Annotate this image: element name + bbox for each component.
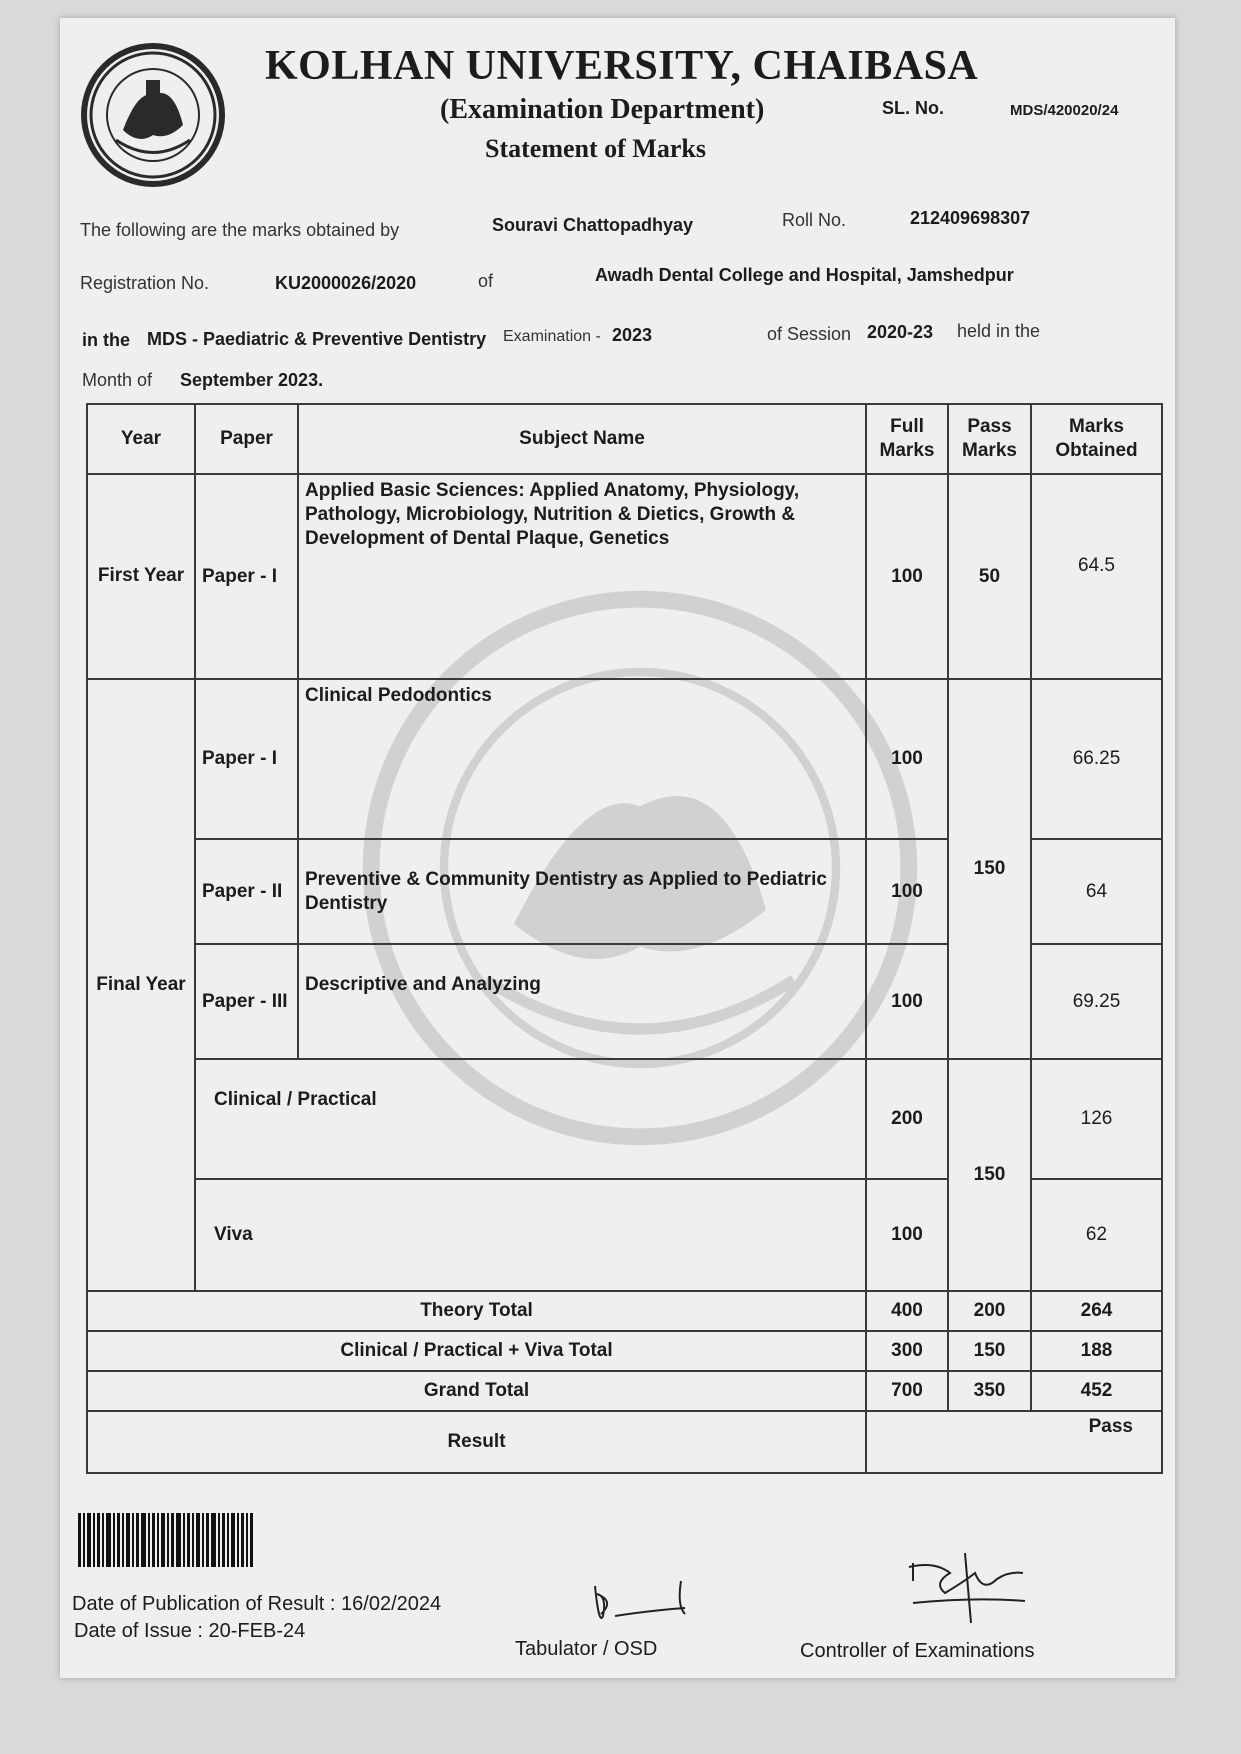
final-year-label: Final Year bbox=[87, 679, 195, 1291]
registration-number: KU2000026/2020 bbox=[275, 273, 417, 293]
marks-obtained: 66.25 bbox=[1031, 679, 1162, 839]
subject-name: Preventive & Community Dentistry as Applied to Pediatric Dentistry bbox=[298, 839, 866, 944]
first-year-label: First Year bbox=[87, 474, 195, 679]
total-label: Clinical / Practical + Viva Total bbox=[87, 1331, 866, 1371]
controller-label: Controller of Examinations bbox=[800, 1640, 1035, 1662]
table-row bbox=[87, 679, 1162, 839]
roll-label: Roll No. bbox=[782, 210, 847, 230]
total-row bbox=[87, 1371, 1162, 1411]
subject-name: Descriptive and Analyzing bbox=[298, 944, 866, 1059]
marksheet bbox=[60, 18, 1175, 1678]
total-label: Grand Total bbox=[87, 1371, 866, 1411]
header-marks-obtained: Marks Obtained bbox=[1031, 404, 1162, 474]
paper-label: Paper - II bbox=[195, 839, 298, 944]
total-row bbox=[87, 1291, 1162, 1331]
table-row bbox=[87, 1059, 1162, 1179]
serial-number: MDS/420020/24 bbox=[1010, 102, 1119, 119]
result-value: Pass bbox=[866, 1411, 1162, 1473]
total-row bbox=[87, 1331, 1162, 1371]
full-marks: 100 bbox=[866, 474, 948, 679]
subject-name: Applied Basic Sciences: Applied Anatomy, Physiology, Pathology, Microbiology, Nutrition & Dietics, Growth & Development of Dental Plaque, Genetics bbox=[298, 474, 866, 679]
total-full-marks: 300 bbox=[866, 1331, 948, 1371]
pass-marks: 150 bbox=[948, 1059, 1031, 1291]
session-value: 2020-23 bbox=[867, 322, 934, 342]
total-pass-marks: 350 bbox=[948, 1371, 1031, 1411]
student-name: Souravi Chattopadhyay bbox=[492, 215, 694, 235]
full-marks: 100 bbox=[866, 839, 948, 944]
result-row bbox=[87, 1411, 1162, 1473]
roll-number: 212409698307 bbox=[910, 208, 1031, 228]
marks-obtained: 62 bbox=[1031, 1179, 1162, 1291]
marks-table bbox=[86, 403, 1163, 1474]
header-subject: Subject Name bbox=[298, 404, 866, 474]
tabulator-signature-icon bbox=[585, 1566, 705, 1636]
paper-label: Paper - I bbox=[195, 679, 298, 839]
session-label: of Session bbox=[767, 324, 852, 344]
full-marks: 100 bbox=[866, 679, 948, 839]
header-year: Year bbox=[87, 404, 195, 474]
total-marks-obtained: 264 bbox=[1031, 1291, 1162, 1331]
result-label: Result bbox=[87, 1411, 866, 1473]
marks-obtained: 69.25 bbox=[1031, 944, 1162, 1059]
document-title: Statement of Marks bbox=[485, 134, 706, 163]
intro-text: The following are the marks obtained by bbox=[80, 220, 400, 240]
total-marks-obtained: 452 bbox=[1031, 1371, 1162, 1411]
held-label: held in the bbox=[957, 321, 1041, 341]
total-label: Theory Total bbox=[87, 1291, 866, 1331]
barcode-icon bbox=[78, 1513, 253, 1567]
marks-obtained: 64 bbox=[1031, 839, 1162, 944]
full-marks: 100 bbox=[866, 944, 948, 1059]
table-row bbox=[87, 474, 1162, 679]
university-seal-icon bbox=[78, 40, 228, 190]
table-header-row bbox=[87, 404, 1162, 474]
department-name: (Examination Department) bbox=[440, 94, 765, 125]
paper-label: Paper - III bbox=[195, 944, 298, 1059]
issue-date: Date of Issue : 20-FEB-24 bbox=[74, 1620, 306, 1642]
total-marks-obtained: 188 bbox=[1031, 1331, 1162, 1371]
pass-marks: 50 bbox=[948, 474, 1031, 679]
marks-obtained: 126 bbox=[1031, 1059, 1162, 1179]
total-full-marks: 400 bbox=[866, 1291, 948, 1331]
pass-marks: 150 bbox=[948, 679, 1031, 1059]
in-the-label: in the bbox=[82, 330, 130, 350]
full-marks: 100 bbox=[866, 1179, 948, 1291]
total-full-marks: 700 bbox=[866, 1371, 948, 1411]
header-paper: Paper bbox=[195, 404, 298, 474]
header-full-marks: Full Marks bbox=[866, 404, 948, 474]
serial-label: SL. No. bbox=[882, 98, 944, 118]
university-name: KOLHAN UNIVERSITY, CHAIBASA bbox=[265, 43, 979, 89]
total-pass-marks: 150 bbox=[948, 1331, 1031, 1371]
tabulator-label: Tabulator / OSD bbox=[515, 1638, 658, 1660]
header-pass-marks: Pass Marks bbox=[948, 404, 1031, 474]
month-value: September 2023. bbox=[180, 370, 324, 390]
total-pass-marks: 200 bbox=[948, 1291, 1031, 1331]
exam-label: Examination - bbox=[503, 328, 601, 345]
month-label: Month of bbox=[82, 370, 153, 390]
publication-date: Date of Publication of Result : 16/02/2024 bbox=[72, 1593, 442, 1615]
clinical-practical-label: Clinical / Practical bbox=[195, 1059, 866, 1179]
viva-label: Viva bbox=[195, 1179, 866, 1291]
exam-year: 2023 bbox=[612, 325, 653, 345]
full-marks: 200 bbox=[866, 1059, 948, 1179]
registration-label: Registration No. bbox=[80, 273, 210, 293]
course-name: MDS - Paediatric & Preventive Dentistry bbox=[147, 329, 487, 349]
subject-name: Clinical Pedodontics bbox=[298, 679, 866, 839]
college-name: Awadh Dental College and Hospital, Jamshedpur bbox=[595, 265, 1014, 285]
of-label: of bbox=[478, 271, 494, 291]
marks-obtained: 64.5 bbox=[1031, 474, 1162, 679]
paper-label: Paper - I bbox=[195, 474, 298, 679]
controller-signature-icon bbox=[905, 1543, 1045, 1633]
